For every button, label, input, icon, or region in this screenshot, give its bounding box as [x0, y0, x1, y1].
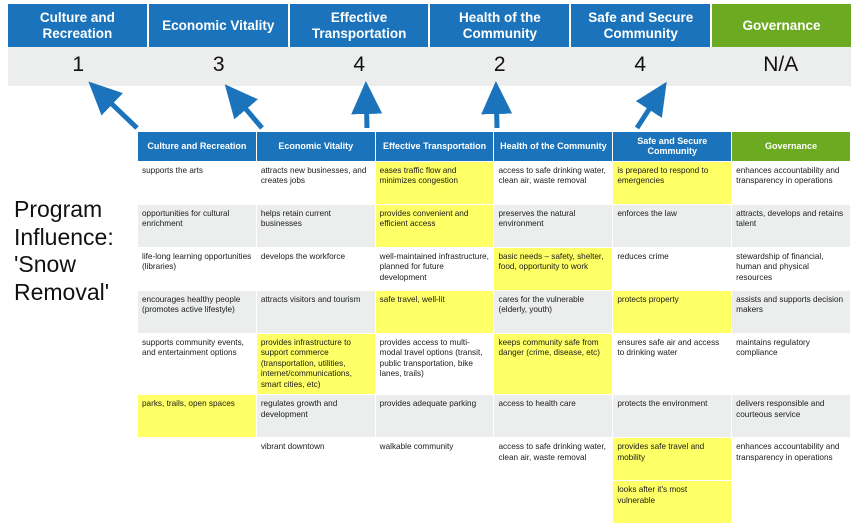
matrix-cell: keeps community safe from danger (crime, disease, etc) — [494, 333, 613, 395]
matrix-cell: develops the workforce — [256, 247, 375, 290]
matrix-header-health-of-the-community: Health of the Community — [494, 132, 613, 162]
matrix-cell: attracts, develops and retains talent — [732, 204, 851, 247]
matrix-cell: provides access to multi-modal travel options (transit, public transportation, bike lanes, trails) — [375, 333, 494, 395]
matrix-row — [138, 481, 851, 524]
matrix-cell: opportunities for cultural enrichment — [138, 204, 257, 247]
matrix-cell — [732, 481, 851, 524]
matrix-header-governance: Governance — [732, 132, 851, 162]
outcome-header-culture-and-recreation: Culture and Recreation — [8, 4, 149, 47]
matrix-cell: enhances accountability and transparency in operations — [732, 438, 851, 481]
matrix-cell: access to health care — [494, 395, 613, 438]
outcome-header-effective-transportation: Effective Transportation — [290, 4, 431, 47]
score-health-of-the-community: 2 — [493, 53, 506, 77]
matrix-cell: protects property — [613, 290, 732, 333]
score-economic-vitality: 3 — [212, 53, 225, 77]
matrix-cell — [138, 481, 257, 524]
matrix-row — [138, 161, 851, 204]
matrix-cell: delivers responsible and courteous service — [732, 395, 851, 438]
score-safe-and-secure-community: 4 — [634, 53, 647, 77]
matrix-cell: protects the environment — [613, 395, 732, 438]
matrix-cell: encourages healthy people (promotes active lifestyle) — [138, 290, 257, 333]
matrix-body — [138, 161, 851, 524]
matrix-cell: parks, trails, open spaces — [138, 395, 257, 438]
matrix-cell: attracts visitors and tourism — [256, 290, 375, 333]
matrix-header-row — [138, 132, 851, 162]
arrow-to-economic-vitality — [228, 88, 262, 128]
outcome-header-economic-vitality: Economic Vitality — [149, 4, 290, 47]
matrix-row — [138, 438, 851, 481]
matrix-cell: reduces crime — [613, 247, 732, 290]
matrix-cell: provides infrastructure to support commerce (transportation, utilities, internet/communications, smart cities, etc) — [256, 333, 375, 395]
outcome-attribute-matrix — [137, 131, 851, 524]
matrix-header-economic-vitality: Economic Vitality — [256, 132, 375, 162]
matrix-row — [138, 204, 851, 247]
matrix-cell: life-long learning opportunities (libraries) — [138, 247, 257, 290]
outcome-header-row — [8, 4, 851, 47]
program-influence-label: Program Influence: 'Snow Removal' — [14, 196, 114, 305]
matrix-row — [138, 333, 851, 395]
arrow-to-safe-and-secure-community — [637, 86, 664, 128]
arrow-group — [0, 78, 859, 134]
matrix-cell: provides adequate parking — [375, 395, 494, 438]
matrix-row — [138, 395, 851, 438]
matrix-cell: ensures safe air and access to drinking water — [613, 333, 732, 395]
score-governance: N/A — [763, 53, 799, 77]
matrix-cell: supports the arts — [138, 161, 257, 204]
matrix-cell: is prepared to respond to emergencies — [613, 161, 732, 204]
score-effective-transportation: 4 — [353, 53, 366, 77]
matrix-cell: eases traffic flow and minimizes congestion — [375, 161, 494, 204]
matrix-cell — [494, 481, 613, 524]
matrix-cell: supports community events, and entertainment options — [138, 333, 257, 395]
matrix-cell: maintains regulatory compliance — [732, 333, 851, 395]
outcome-header-safe-and-secure-community: Safe and Secure Community — [571, 4, 712, 47]
outcome-header-governance: Governance — [712, 4, 851, 47]
matrix-cell: helps retain current businesses — [256, 204, 375, 247]
matrix-cell: regulates growth and development — [256, 395, 375, 438]
matrix-row — [138, 290, 851, 333]
matrix-cell: attracts new businesses, and creates jobs — [256, 161, 375, 204]
matrix-cell: basic needs – safety, shelter, food, opportunity to work — [494, 247, 613, 290]
matrix-cell — [138, 438, 257, 481]
arrow-to-health-of-the-community — [496, 86, 497, 128]
matrix-cell: stewardship of financial, human and physical resources — [732, 247, 851, 290]
matrix-header-safe-and-secure-community: Safe and Secure Community — [613, 132, 732, 162]
matrix-row — [138, 247, 851, 290]
matrix-cell: vibrant downtown — [256, 438, 375, 481]
matrix-cell: provides convenient and efficient access — [375, 204, 494, 247]
matrix-cell: looks after it's most vulnerable — [613, 481, 732, 524]
matrix-header-effective-transportation: Effective Transportation — [375, 132, 494, 162]
matrix-cell: well-maintained infrastructure, planned for future development — [375, 247, 494, 290]
matrix-cell: enforces the law — [613, 204, 732, 247]
arrow-to-effective-transportation — [366, 86, 367, 128]
score-culture-and-recreation: 1 — [72, 53, 85, 77]
matrix-cell — [375, 481, 494, 524]
matrix-header-culture-and-recreation: Culture and Recreation — [138, 132, 257, 162]
matrix-cell: provides safe travel and mobility — [613, 438, 732, 481]
matrix-cell: access to safe drinking water, clean air, waste removal — [494, 438, 613, 481]
matrix-cell: preserves the natural environment — [494, 204, 613, 247]
matrix-cell — [256, 481, 375, 524]
outcome-header-health-of-the-community: Health of the Community — [430, 4, 571, 47]
matrix-cell: access to safe drinking water, clean air, waste removal — [494, 161, 613, 204]
scorecard-header-panel — [8, 4, 851, 86]
matrix-cell: assists and supports decision makers — [732, 290, 851, 333]
arrow-to-culture-and-recreation — [92, 85, 137, 128]
matrix-cell: cares for the vulnerable (elderly, youth) — [494, 290, 613, 333]
matrix-cell: enhances accountability and transparency in operations — [732, 161, 851, 204]
matrix-cell: walkable community — [375, 438, 494, 481]
matrix-cell: safe travel, well-lit — [375, 290, 494, 333]
